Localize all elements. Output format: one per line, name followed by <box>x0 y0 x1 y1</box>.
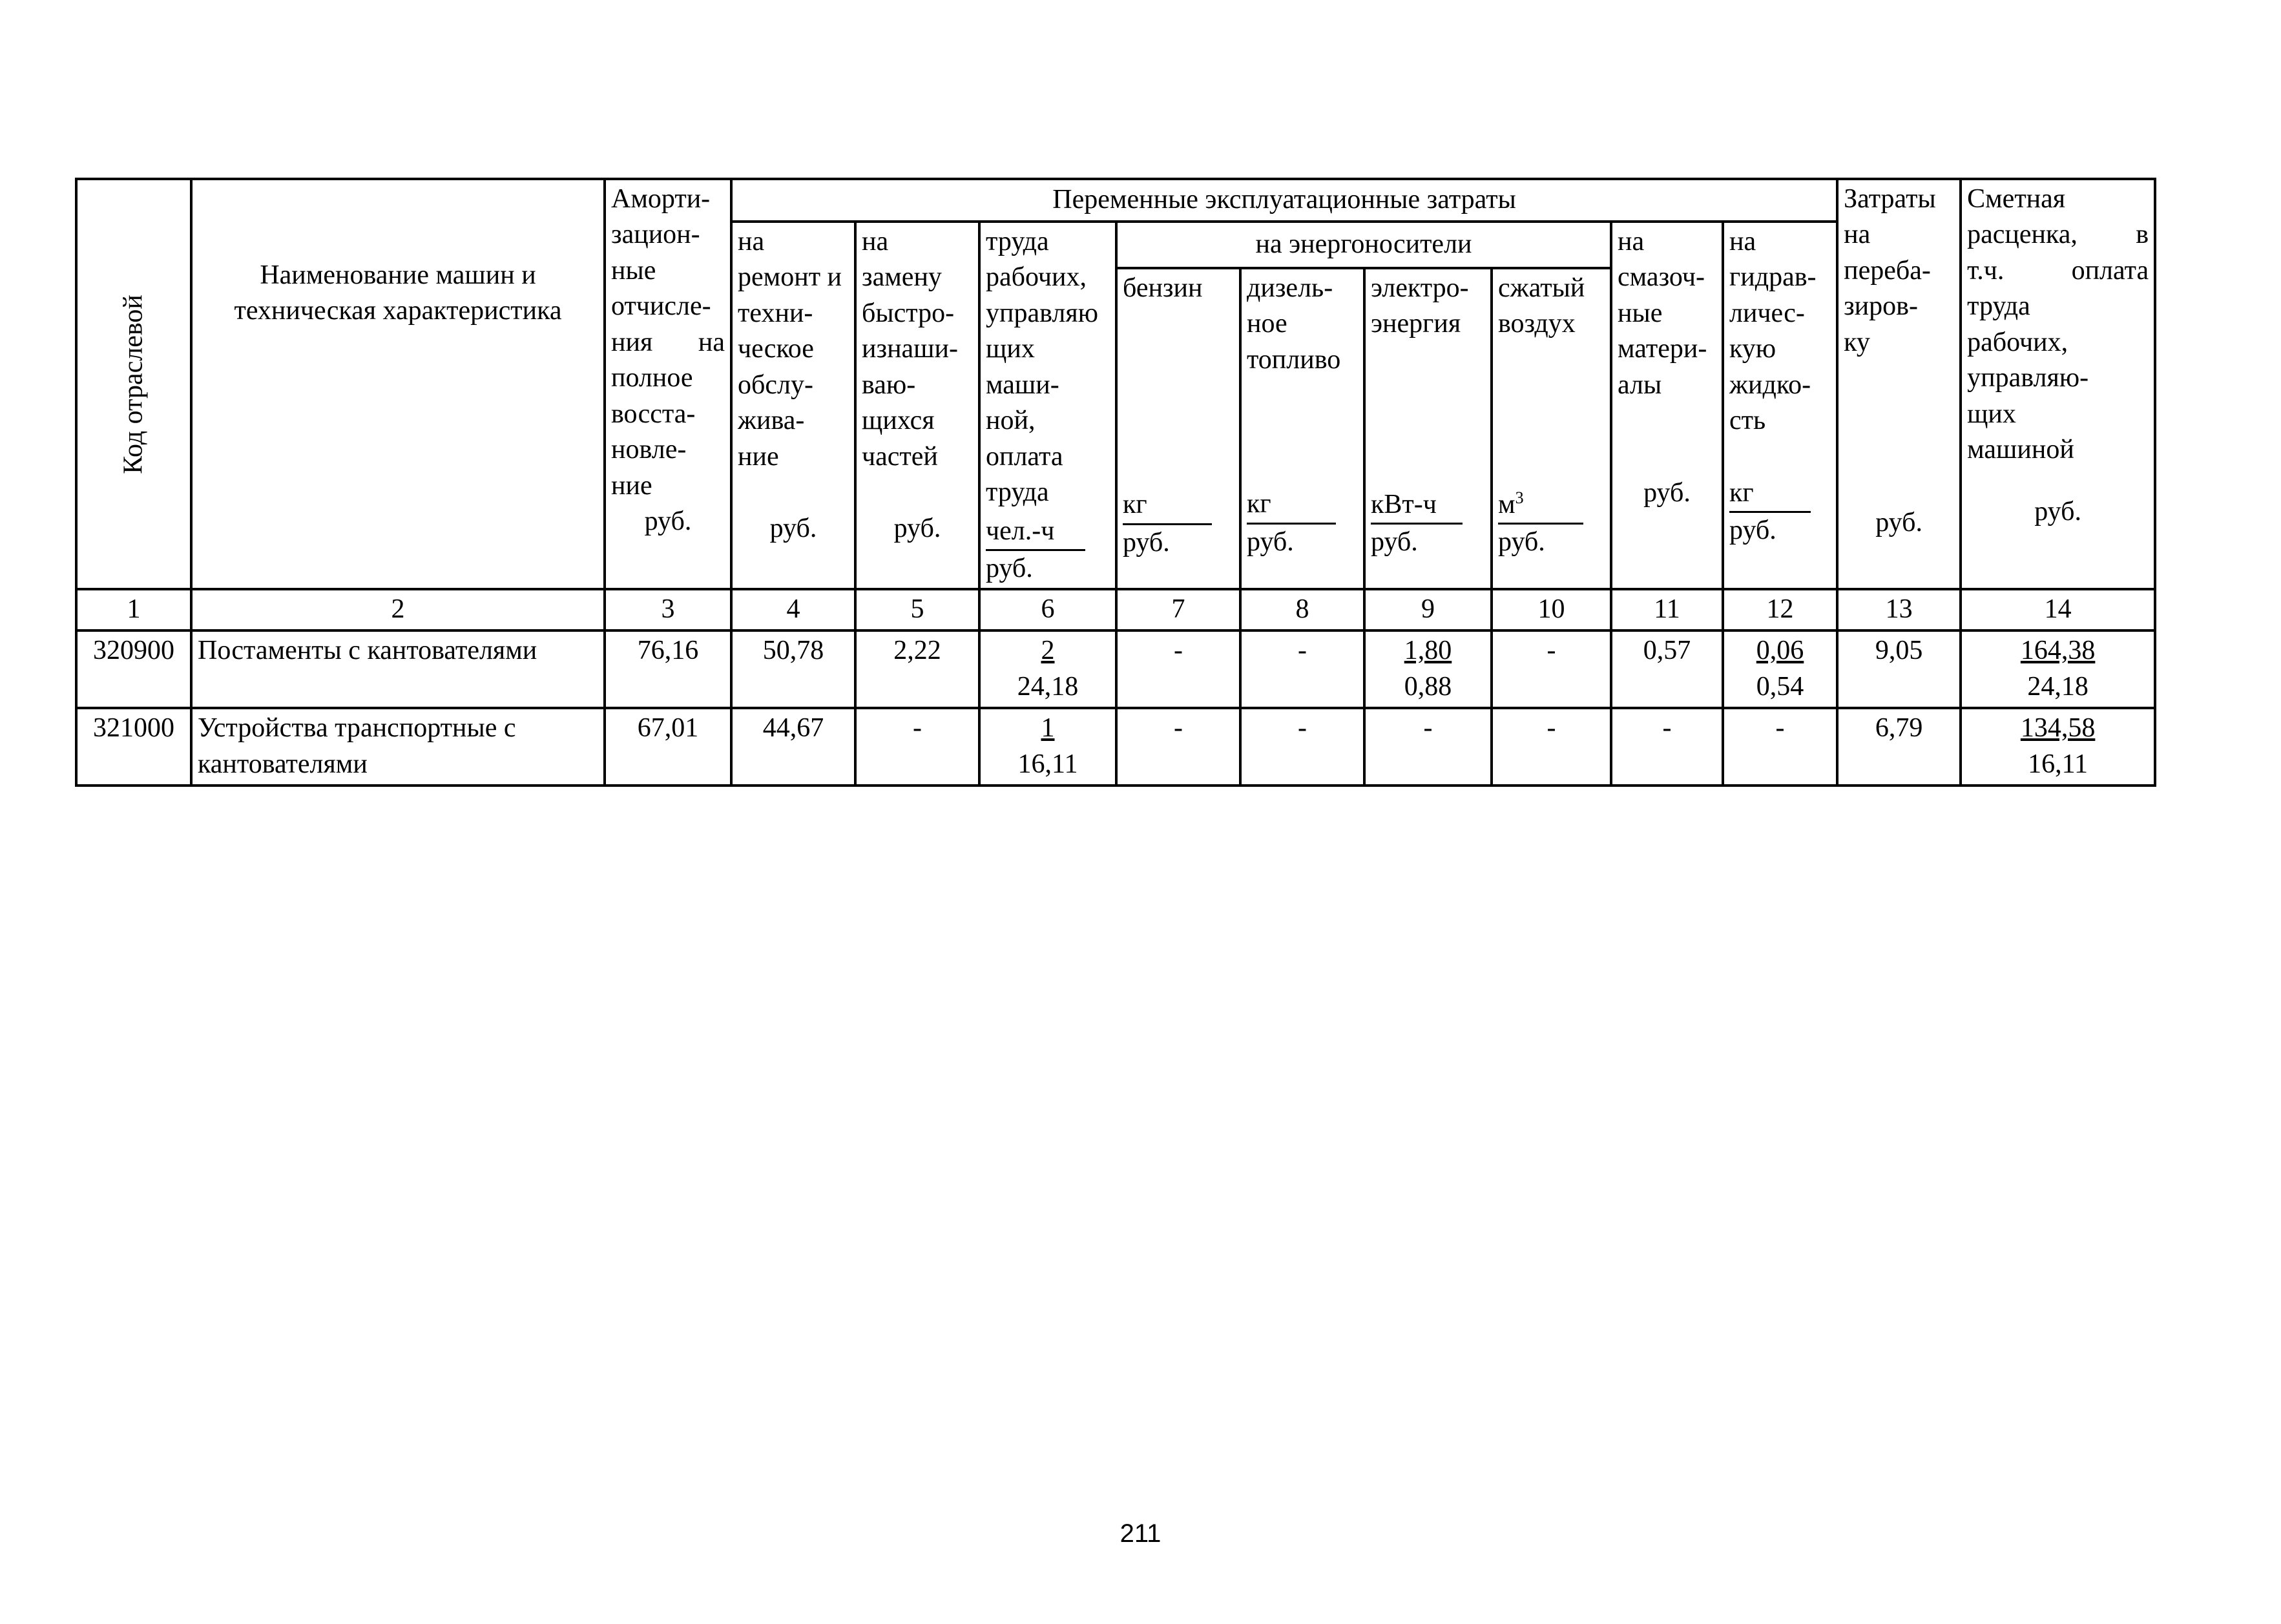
header-air-unit-top: м <box>1498 489 1515 519</box>
header-amort-line: отчисле- <box>611 291 711 322</box>
header-diesel-line: ное <box>1247 309 1287 339</box>
column-number: 11 <box>1611 589 1723 630</box>
header-labor-line: труда <box>986 227 1049 256</box>
header-amort-line: зацион- <box>611 220 700 250</box>
header-labor-unit-top: чел.-ч <box>986 514 1085 551</box>
header-relocation-line: Затраты <box>1844 184 1936 214</box>
header-lube-line: ные <box>1618 298 1663 328</box>
row-estimate-total: 134,58 <box>2020 713 2096 744</box>
header-labor-line: оплата <box>986 441 1063 472</box>
header-diesel-line: дизель- <box>1247 273 1333 303</box>
row-labor <box>979 630 1116 708</box>
row-name: Постаменты с кантователями <box>191 630 605 708</box>
header-hydraulic-line: гидрав- <box>1729 262 1817 293</box>
header-electric-unit-top: кВт-ч <box>1371 487 1463 525</box>
header-replace-line: щихся <box>862 406 935 436</box>
row-estimate-labor: 24,18 <box>2027 671 2088 702</box>
header-air-unit-bottom: руб. <box>1498 527 1545 557</box>
column-number: 6 <box>979 589 1116 630</box>
page-number: 211 <box>1120 1519 1161 1548</box>
header-hydraulic-line: на <box>1729 227 1756 256</box>
row-lubricants: - <box>1611 708 1723 786</box>
header-repair-line: обслу- <box>738 370 813 400</box>
row-hydraulic-kg: 0,06 <box>1756 636 1804 666</box>
row-compressed-air: - <box>1492 630 1611 708</box>
header-relocation-unit: руб. <box>1875 508 1922 538</box>
row-hydraulic: - <box>1723 708 1837 786</box>
header-labor-line: труда <box>986 477 1049 508</box>
header-hydraulic-unit-top: кг <box>1729 475 1811 513</box>
header-air-line: сжатый <box>1498 273 1585 303</box>
row-hydraulic <box>1723 630 1837 708</box>
header-replace-line: на <box>862 227 889 256</box>
row-electricity-kwh: 1,80 <box>1404 636 1452 666</box>
column-number: 3 <box>605 589 731 630</box>
header-hydraulic-line: жидко- <box>1729 370 1811 400</box>
row-estimate <box>1961 708 2155 786</box>
row-repair: 50,78 <box>731 630 855 708</box>
row-code: 320900 <box>76 630 191 708</box>
row-estimate-labor: 16,11 <box>2028 749 2088 779</box>
header-lube-line: смазоч- <box>1618 262 1705 293</box>
header-electric-unit-bottom: руб. <box>1371 527 1418 557</box>
header-lube-line: матери- <box>1618 334 1707 364</box>
row-estimate-total: 164,38 <box>2020 636 2096 666</box>
header-energy <box>1116 222 1611 268</box>
header-electric-line: энергия <box>1371 309 1461 339</box>
header-variable-text: Переменные эксплуатационные затраты <box>1052 185 1516 215</box>
header-estimate-line: рабочих, <box>1967 327 2068 357</box>
header-repair-line: техни- <box>738 298 813 328</box>
column-number: 5 <box>855 589 979 630</box>
header-estimate-line: Сметная <box>1967 184 2066 214</box>
header-estimate-line: труда <box>1967 291 2030 322</box>
header-electric-line: электро- <box>1371 273 1469 303</box>
row-electricity: - <box>1364 708 1492 786</box>
row-hydraulic-rub: 0,54 <box>1756 671 1804 702</box>
table-row <box>76 630 2155 708</box>
header-air-unit-sup: 3 <box>1515 488 1524 507</box>
header-amort-line: ния на <box>611 327 725 357</box>
header-code-text: Код отраслевой <box>118 294 149 474</box>
header-name-text: Наименование машин и техническая характеристика <box>234 260 562 326</box>
header-replace-line: ваю- <box>862 370 916 400</box>
header-code <box>76 179 191 589</box>
table-row <box>76 708 2155 786</box>
row-petrol: - <box>1116 630 1240 708</box>
header-relocation <box>1837 179 1961 589</box>
header-estimate-line: щих <box>1967 399 2016 429</box>
header-compressed-air <box>1492 268 1611 590</box>
row-amortization: 76,16 <box>605 630 731 708</box>
header-replace-line: быстро- <box>862 298 955 328</box>
header-labor-line: маши- <box>986 370 1059 400</box>
row-labor-hours: 2 <box>1041 636 1055 666</box>
header-replace-parts <box>855 222 979 589</box>
row-labor <box>979 708 1116 786</box>
row-petrol: - <box>1116 708 1240 786</box>
header-relocation-line: на <box>1844 220 1871 250</box>
row-electricity <box>1364 630 1492 708</box>
column-number: 9 <box>1364 589 1492 630</box>
header-amort-line: новле- <box>611 435 687 465</box>
header-repair-line: ние <box>738 441 779 472</box>
header-name <box>191 179 605 589</box>
header-diesel <box>1240 268 1364 590</box>
header-repair-line: на <box>738 227 765 256</box>
header-estimate-line: машиной <box>1967 435 2074 465</box>
column-number: 1 <box>76 589 191 630</box>
header-petrol-unit-top: кг <box>1123 487 1212 525</box>
row-relocation: 9,05 <box>1837 630 1961 708</box>
header-amort-line: Аморти- <box>611 184 711 214</box>
row-replace-parts: 2,22 <box>855 630 979 708</box>
header-labor <box>979 222 1116 589</box>
header-replace-line: изнаши- <box>862 334 958 364</box>
header-estimate-line: расценка, в <box>1967 220 2149 250</box>
column-number-row <box>76 589 2155 630</box>
header-amort-line: восста- <box>611 399 696 429</box>
row-diesel: - <box>1240 708 1364 786</box>
header-hydraulic-unit-bottom: руб. <box>1729 515 1776 546</box>
row-compressed-air: - <box>1492 708 1611 786</box>
header-replace-line: замену <box>862 262 942 293</box>
header-lube-line: на <box>1618 227 1645 256</box>
row-name: Устройства транспортные с кантователями <box>191 708 605 786</box>
header-lube-line: алы <box>1618 370 1662 400</box>
row-amortization: 67,01 <box>605 708 731 786</box>
row-replace-parts: - <box>855 708 979 786</box>
header-variable-costs <box>731 179 1837 222</box>
header-replace-line: частей <box>862 441 938 472</box>
header-amort-line: ные <box>611 255 656 286</box>
header-hydraulic-line: личес- <box>1729 298 1805 328</box>
header-labor-line: щих <box>986 334 1035 364</box>
row-labor-rub: 16,11 <box>1017 749 1078 779</box>
row-repair: 44,67 <box>731 708 855 786</box>
row-code: 321000 <box>76 708 191 786</box>
header-labor-line: управляю <box>986 298 1099 328</box>
header-amortization <box>605 179 731 589</box>
column-number: 4 <box>731 589 855 630</box>
header-lube-unit: руб. <box>1643 478 1691 508</box>
header-petrol <box>1116 268 1240 590</box>
header-relocation-line: ку <box>1844 327 1870 357</box>
header-labor-line: ной, <box>986 406 1036 436</box>
header-diesel-unit-top: кг <box>1247 486 1336 524</box>
header-estimate-unit: руб. <box>2034 496 2081 526</box>
header-relocation-line: переба- <box>1844 255 1931 286</box>
header-petrol-unit-bottom: руб. <box>1123 527 1170 557</box>
header-hydraulic <box>1723 222 1837 589</box>
header-amort-unit: руб. <box>644 506 692 536</box>
column-number: 12 <box>1723 589 1837 630</box>
column-number: 7 <box>1116 589 1240 630</box>
header-hydraulic-line: кую <box>1729 334 1776 364</box>
header-relocation-line: зиров- <box>1844 291 1918 322</box>
column-number: 14 <box>1961 589 2155 630</box>
header-estimate-line: управляю- <box>1967 363 2089 393</box>
header-amort-line: полное <box>611 363 693 393</box>
header-estimate-line: т.ч. оплата <box>1967 255 2149 286</box>
header-labor-line: рабочих, <box>986 262 1087 293</box>
column-number: 2 <box>191 589 605 630</box>
header-repair-line: жива- <box>738 406 805 436</box>
header-air-line: воздух <box>1498 309 1576 339</box>
row-diesel: - <box>1240 630 1364 708</box>
header-amort-line: ние <box>611 470 652 501</box>
header-repair <box>731 222 855 589</box>
header-repair-line: ческое <box>738 334 814 364</box>
row-estimate <box>1961 630 2155 708</box>
header-repair-line: ремонт и <box>738 262 842 293</box>
header-energy-text: на энергоносители <box>1255 229 1472 260</box>
machine-rates-table <box>75 178 2156 787</box>
column-number: 13 <box>1837 589 1961 630</box>
header-labor-unit-bottom: руб. <box>986 553 1033 583</box>
header-replace-unit: руб. <box>893 514 941 544</box>
header-diesel-line: топливо <box>1247 344 1341 375</box>
row-lubricants: 0,57 <box>1611 630 1723 708</box>
header-diesel-unit-bottom: руб. <box>1247 526 1294 557</box>
header-estimate <box>1961 179 2155 589</box>
column-number: 10 <box>1492 589 1611 630</box>
header-hydraulic-line: сть <box>1729 406 1766 436</box>
row-labor-hours: 1 <box>1041 713 1055 744</box>
header-lubricants <box>1611 222 1723 589</box>
row-electricity-rub: 0,88 <box>1404 671 1452 702</box>
row-relocation: 6,79 <box>1837 708 1961 786</box>
header-electricity <box>1364 268 1492 590</box>
row-labor-rub: 24,18 <box>1017 671 1079 702</box>
column-number: 8 <box>1240 589 1364 630</box>
header-petrol-text: бензин <box>1123 273 1203 303</box>
header-repair-unit: руб. <box>769 514 817 544</box>
